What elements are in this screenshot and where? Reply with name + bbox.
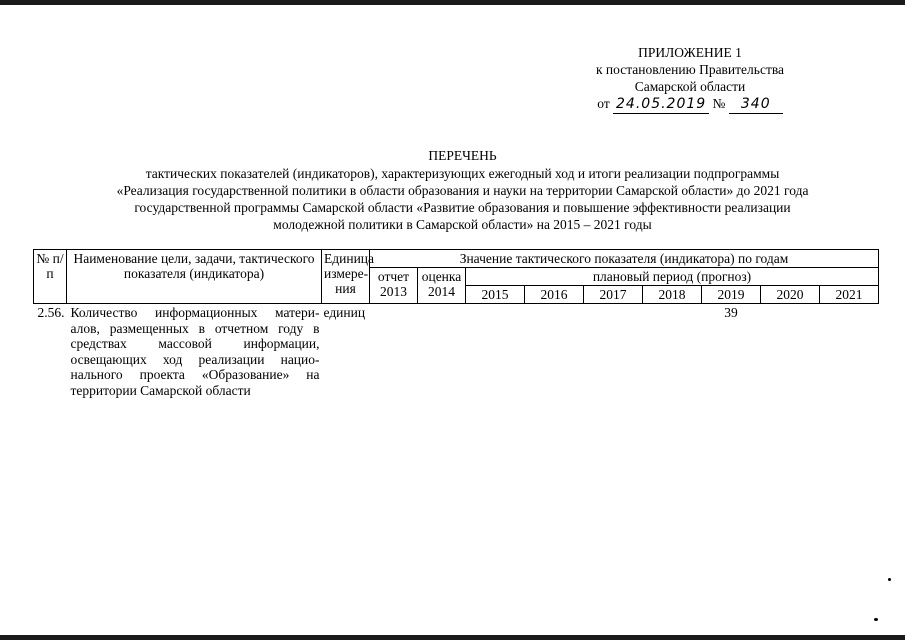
row-value-2014 <box>418 304 466 400</box>
row-number: 2.56. <box>37 305 65 320</box>
row-unit: единиц <box>323 305 366 320</box>
table-row <box>34 304 879 400</box>
row-value-2016 <box>525 304 584 400</box>
top-scan-border <box>0 0 905 5</box>
handwritten-date: 24.05.2019 <box>613 96 709 114</box>
scan-speck <box>888 578 891 581</box>
document-heading <box>40 147 885 233</box>
heading-line-1: тактических показателей (индикаторов), характеризующих ежегодный ход и итоги реализации подпрограммы <box>145 166 780 181</box>
scan-speck <box>874 618 878 621</box>
header-year-2020: 2020 <box>761 286 820 304</box>
row-value-2015 <box>466 304 525 400</box>
bottom-scan-border <box>0 635 905 640</box>
appendix-line1: к постановлению Правительства <box>595 62 785 77</box>
header-year-2019: 2019 <box>702 286 761 304</box>
heading-title: ПЕРЕЧЕНЬ <box>428 148 497 163</box>
heading-line-2: «Реализация государственной политики в области образования и науки на территории Самарской области» до 2021 года <box>116 183 809 198</box>
header-estimate: оценка 2014 <box>418 268 466 304</box>
header-report: отчет 2013 <box>370 268 418 304</box>
header-row-1 <box>34 250 879 268</box>
row-value-2019: 39 <box>724 305 738 320</box>
header-name: Наименование цели, задачи, тактического показателя (индикатора) <box>67 250 322 304</box>
header-year-2015: 2015 <box>466 286 525 304</box>
row-value-2021 <box>820 304 879 400</box>
row-value-2018 <box>643 304 702 400</box>
indicators-table <box>33 249 879 399</box>
row-value-2020 <box>761 304 820 400</box>
header-year-2016: 2016 <box>525 286 584 304</box>
header-planned: плановый период (прогноз) <box>466 268 879 286</box>
heading-line-4: молодежной политики в Самарской области» на 2015 – 2021 годы <box>273 217 652 232</box>
appendix-block <box>540 44 840 114</box>
header-year-2017: 2017 <box>584 286 643 304</box>
appendix-title: ПРИЛОЖЕНИЕ 1 <box>638 45 742 60</box>
header-year-2021: 2021 <box>820 286 879 304</box>
header-values: Значение тактического показателя (индикатора) по годам <box>370 250 879 268</box>
row-value-2017 <box>584 304 643 400</box>
from-label: от <box>597 96 610 111</box>
number-label: № <box>712 96 726 111</box>
header-year-2018: 2018 <box>643 286 702 304</box>
row-value-2013 <box>370 304 418 400</box>
header-no: № п/п <box>34 250 67 304</box>
row-indicator-name: Количество информационных матери-алов, размещенных в отчетном году в средствах массовой информации, освещающих ход реализации нацио-нального проекта «Образование» на территории Самарской области <box>70 305 320 398</box>
handwritten-number: 340 <box>729 96 783 114</box>
appendix-line2: Самарской области <box>634 79 746 94</box>
appendix-date-row <box>540 95 840 114</box>
heading-line-3: государственной программы Самарской области «Развитие образования и повышение эффективности реализации <box>134 200 791 215</box>
header-unit: Единица измере- ния <box>322 250 370 304</box>
